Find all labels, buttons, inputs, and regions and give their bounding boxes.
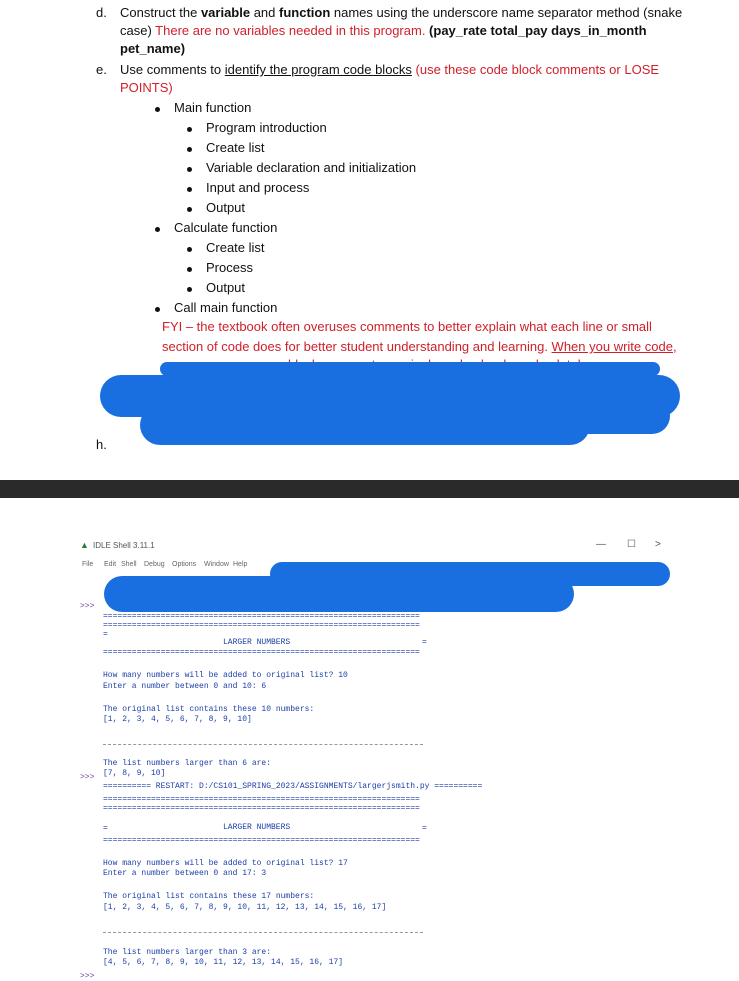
text: Construct the (120, 5, 201, 20)
text: Use comments to (120, 62, 225, 77)
output-text: [4, 5, 6, 7, 8, 9, 10, 11, 12, 13, 14, 15, 16, 17] (103, 958, 344, 967)
screenshot-divider (0, 480, 739, 498)
output-text: [1, 2, 3, 4, 5, 6, 7, 8, 9, 10] (103, 715, 252, 724)
banner-title: LARGER NUMBERS (223, 638, 291, 647)
banner-rule: ================================================================== (103, 836, 420, 845)
maximize-icon[interactable]: ☐ (627, 539, 636, 550)
item-h-label: h. (96, 437, 107, 452)
input-prompt: How many numbers will be added to original list? 10 (103, 671, 348, 680)
banner-rule: ================================================================== (103, 612, 420, 621)
menu-file[interactable]: File (82, 561, 94, 568)
output-text: The list numbers larger than 6 are: (103, 759, 272, 768)
redaction-mark (400, 588, 560, 610)
bullet-icon (187, 147, 192, 152)
fyi-line1: FYI – the textbook often overuses comments to better explain what each line or small (162, 319, 652, 334)
text-red: (use these code block comments or LOSE (411, 62, 660, 77)
item-d-label: d. (96, 5, 107, 20)
banner-edge: = (103, 824, 108, 833)
menu-debug[interactable]: Debug (144, 561, 165, 568)
shell-prompt: >>> (80, 972, 95, 981)
menu-options[interactable]: Options (172, 561, 197, 568)
bullet-item: Variable declaration and initialization (206, 160, 417, 175)
input-prompt: How many numbers will be added to original list? 17 (103, 859, 348, 868)
bullet-item: Input and process (206, 180, 310, 195)
close-icon[interactable]: > (655, 539, 661, 550)
bullet-icon (187, 207, 192, 212)
bullet-icon (155, 307, 160, 312)
minimize-icon[interactable]: — (596, 539, 606, 550)
title-bar (0, 536, 739, 556)
redaction-mark (160, 362, 660, 376)
banner-title: LARGER NUMBERS (223, 823, 291, 832)
idle-app-icon: ▲ (80, 540, 89, 550)
banner-rule: ================================================================== (103, 648, 420, 657)
redaction-mark (280, 398, 670, 434)
fyi-line2 (162, 338, 732, 356)
bullet-icon (187, 127, 192, 132)
item-e-line2: POINTS) (120, 80, 173, 95)
bullet-item: Call main function (174, 300, 278, 315)
bullet-icon (187, 267, 192, 272)
output-text: The original list contains these 10 numbers: (103, 705, 315, 714)
bullet-item: Main function (174, 100, 252, 115)
output-text: [7, 8, 9, 10] (103, 769, 166, 778)
item-e-line1 (120, 61, 720, 79)
idle-shell-window (0, 498, 739, 981)
bullet-icon (187, 167, 192, 172)
assignment-document (0, 0, 739, 480)
banner-rule: ================================================================== (103, 804, 420, 813)
separator-line (103, 744, 423, 745)
banner-edge: = (422, 638, 427, 647)
restart-line: ========== RESTART: D:/CS101_SPRING_2023/ASSIGNMENTS/largerjsmith.py ========== (103, 782, 483, 791)
banner-edge: = (103, 630, 108, 639)
window-title: IDLE Shell 3.11.1 (93, 541, 155, 550)
bullet-item: Process (206, 260, 253, 275)
output-text: The original list contains these 17 numbers: (103, 892, 315, 901)
input-prompt: Enter a number between 0 and 10: 6 (103, 682, 267, 691)
banner-edge: = (422, 824, 427, 833)
text: names using the underscore name separator method (snake (330, 5, 683, 20)
text-bold: variable (200, 5, 251, 20)
menu-help[interactable]: Help (233, 561, 248, 568)
bullet-icon (155, 227, 160, 232)
text-bold: function (279, 5, 331, 20)
item-d-line2 (120, 22, 720, 40)
output-text: The list numbers larger than 3 are: (103, 948, 272, 957)
bullet-icon (155, 107, 160, 112)
bullet-item: Output (206, 200, 246, 215)
bullet-item: Create list (206, 140, 265, 155)
bullet-icon (187, 247, 192, 252)
text: and (250, 5, 280, 20)
menu-shell[interactable]: Shell (121, 561, 137, 568)
output-text: [1, 2, 3, 4, 5, 6, 7, 8, 9, 10, 11, 12, 13, 14, 15, 16, 17] (103, 903, 387, 912)
text-underlined: identify the program code blocks (224, 62, 412, 77)
bullet-icon (187, 287, 192, 292)
bullet-item: Create list (206, 240, 265, 255)
text: case) (120, 23, 156, 38)
text-red: There are no variables needed in this program. (155, 23, 426, 38)
shell-prompt: >>> (80, 602, 95, 611)
separator-line (103, 932, 423, 933)
shell-prompt: >>> (80, 773, 95, 782)
item-d-line1 (120, 4, 720, 22)
bullet-item: Calculate function (174, 220, 278, 235)
menu-window[interactable]: Window (204, 561, 229, 568)
bullet-item: Program introduction (206, 120, 327, 135)
item-d-line3: pet_name) (120, 41, 186, 56)
bullet-icon (187, 187, 192, 192)
banner-rule: ================================================================== (103, 621, 420, 630)
text-red-underlined: When you write code, (551, 339, 677, 354)
text-bold: (pay_rate total_pay days_in_month (425, 23, 647, 38)
banner-rule: ================================================================== (103, 795, 420, 804)
input-prompt: Enter a number between 0 and 17: 3 (103, 869, 267, 878)
text-red: section of code does for better student understanding and learning. (162, 339, 552, 354)
item-e-label: e. (96, 62, 107, 77)
menu-edit[interactable]: Edit (104, 561, 117, 568)
bullet-item: Output (206, 280, 246, 295)
